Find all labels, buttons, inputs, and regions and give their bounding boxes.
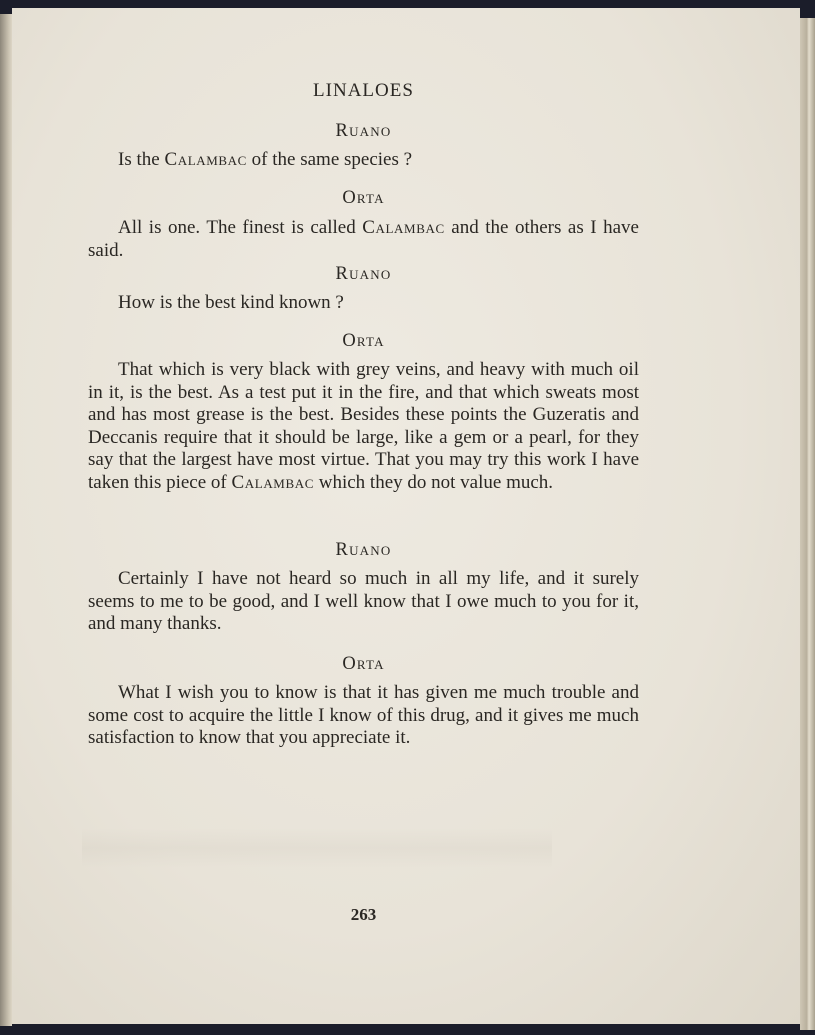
text-run: What I wish you to know is that it has given me much trouble and some cost to acquire the little I know of this drug, and it gives me much satisfaction to know that you appreciate it. — [88, 682, 639, 748]
speaker-heading: Orta — [342, 654, 385, 674]
dialogue-paragraph — [88, 217, 639, 262]
dialogue-paragraph — [88, 568, 639, 636]
text-run: which they do not value much. — [314, 471, 554, 493]
text-run: and the others as I have said. — [88, 217, 639, 261]
text-run: All is one. The finest is called — [118, 217, 363, 238]
text-run: of the same species ? — [246, 149, 413, 170]
dialogue-paragraph — [88, 359, 639, 494]
show-through — [82, 828, 552, 868]
small-caps-term: Calambac — [231, 471, 314, 493]
small-caps-term: Calambac — [164, 149, 247, 170]
speaker-heading: Ruano — [335, 540, 392, 560]
speaker-heading: Orta — [342, 188, 385, 208]
small-caps-term: Calambac — [362, 217, 445, 238]
speaker-heading: Ruano — [335, 121, 392, 141]
page-number: 263 — [350, 905, 377, 924]
dialogue-paragraph — [88, 292, 639, 315]
text-run: Is the — [118, 149, 165, 170]
page — [12, 8, 800, 1024]
text-run: How is the best kind known ? — [118, 292, 344, 313]
speaker-heading: Ruano — [335, 264, 392, 284]
dialogue-paragraph — [88, 149, 639, 172]
page-stack-edge — [800, 18, 815, 1030]
text-run: Certainly I have not heard so much in all my life, and it surely seems to me to be good, and I well know that I owe much to you for it, and many thanks. — [88, 568, 639, 634]
facing-page-edge — [0, 14, 12, 1026]
text-run: That which is very black with grey veins, and heavy with much oil in it, is the best. As a test put it in the fire, and that which sweats most and has most grease is the best. Besides these points the Guzeratis and Deccanis require that it should be large, like a gem or a pearl, for they say that the largest have most virtue. That you may try this work I have taken this piece of — [88, 359, 639, 493]
dialogue-paragraph — [88, 682, 639, 750]
speaker-heading: Orta — [342, 331, 385, 351]
running-head: LINALOES — [313, 80, 414, 101]
